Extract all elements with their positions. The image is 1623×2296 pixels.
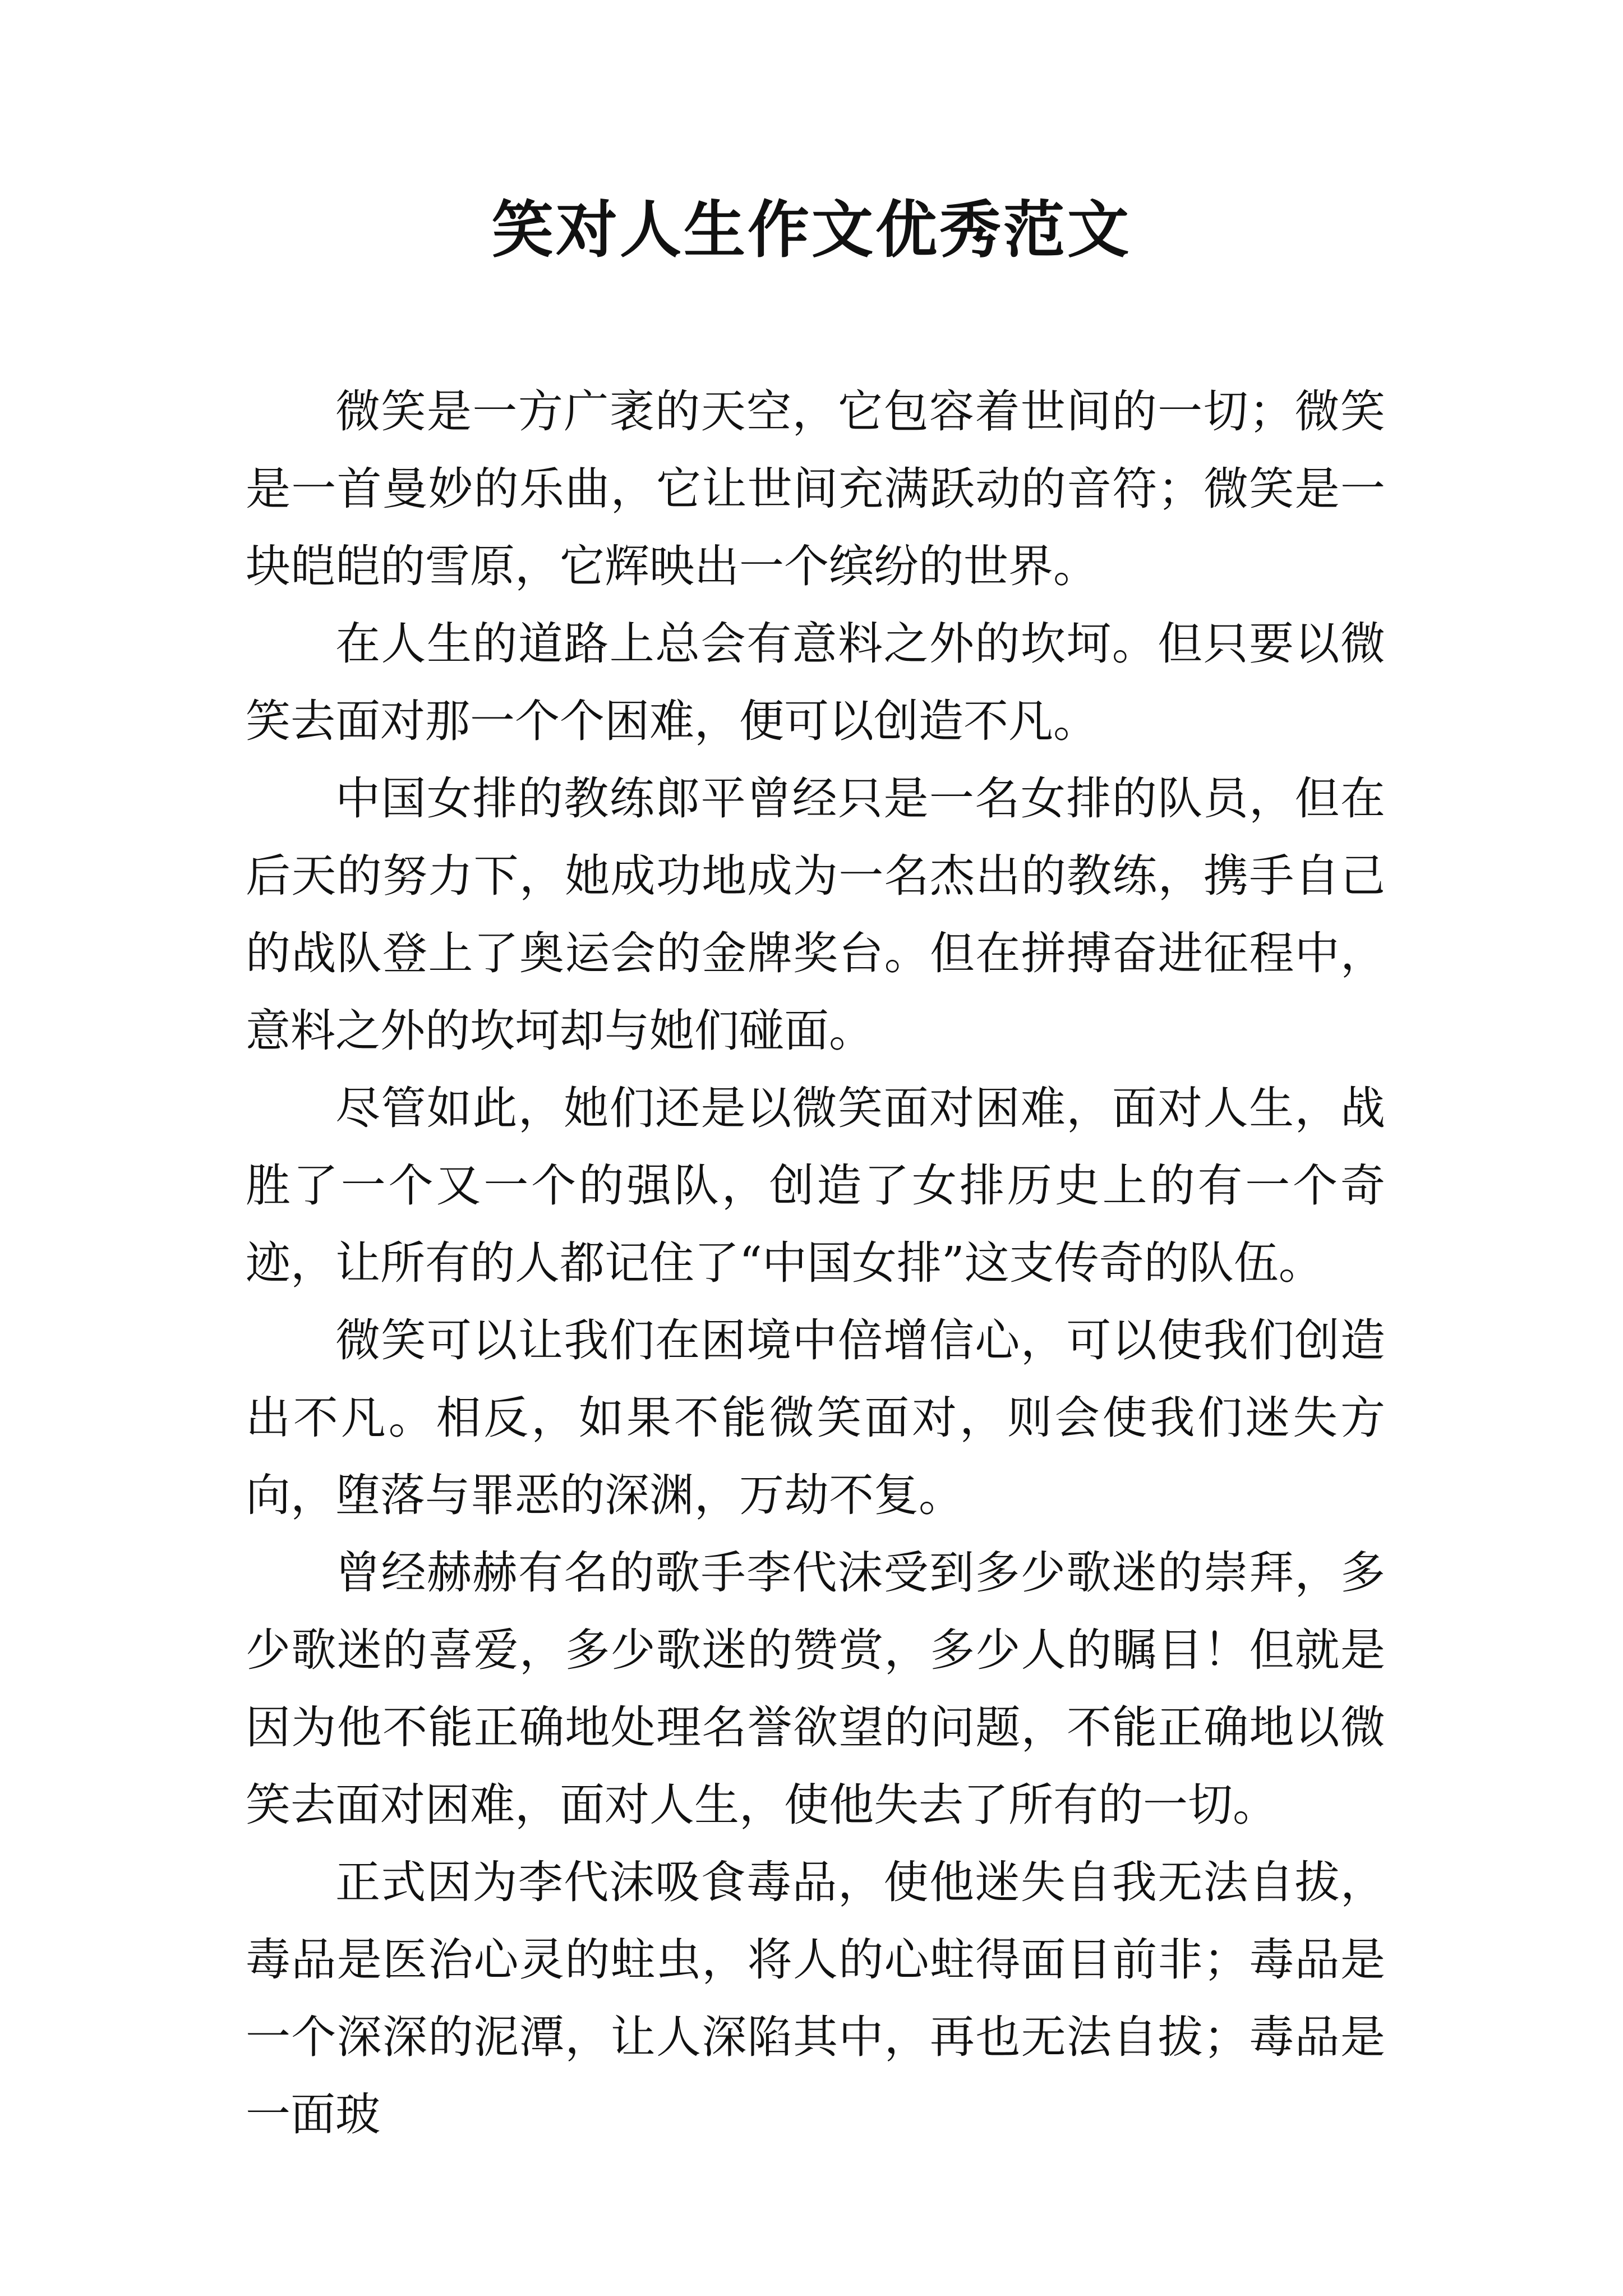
- paragraph-3: 中国女排的教练郎平曾经只是一名女排的队员，但在后天的努力下，她成功地成为一名杰出的教练，携手自己的战队登上了奥运会的金牌奖台。但在拼搏奋进征程中，意料之外的坎坷却与她们碰面。: [246, 772, 1385, 1057]
- document-title: 笑对人生作文优秀范文: [492, 194, 1131, 266]
- paragraph-4: 尽管如此，她们还是以微笑面对困难，面对人生，战胜了一个又一个的强队，创造了女排历史上的有一个奇迹，让所有的人都记住了“中国女排”这支传奇的队伍。: [246, 1082, 1385, 1289]
- paragraph-1: 微笑是一方广袤的天空，它包容着世间的一切；微笑是一首曼妙的乐曲，它让世间充满跃动的音符；微笑是一块皑皑的雪原，它辉映出一个缤纷的世界。: [246, 385, 1385, 592]
- paragraph-7: 正式因为李代沫吸食毒品，使他迷失自我无法自拔，毒品是医治心灵的蛀虫，将人的心蛀得面目前非；毒品是一个深深的泥潭，让人深陷其中，再也无法自拔；毒品是一面玻: [246, 1856, 1385, 2141]
- paragraph-6: 曾经赫赫有名的歌手李代沫受到多少歌迷的崇拜，多少歌迷的喜爱，多少歌迷的赞赏，多少人的瞩目！但就是因为他不能正确地处理名誉欲望的问题，不能正确地以微笑去面对困难，面对人生，使他失去了所有的一切。: [246, 1547, 1385, 1831]
- paragraph-2: 在人生的道路上总会有意料之外的坎坷。但只要以微笑去面对那一个个困难，便可以创造不凡。: [246, 618, 1385, 747]
- document-body: [246, 373, 1385, 2154]
- paragraph-5: 微笑可以让我们在困境中倍增信心，可以使我们创造出不凡。相反，如果不能微笑面对，则会使我们迷失方向，堕落与罪恶的深渊，万劫不复。: [246, 1314, 1385, 1521]
